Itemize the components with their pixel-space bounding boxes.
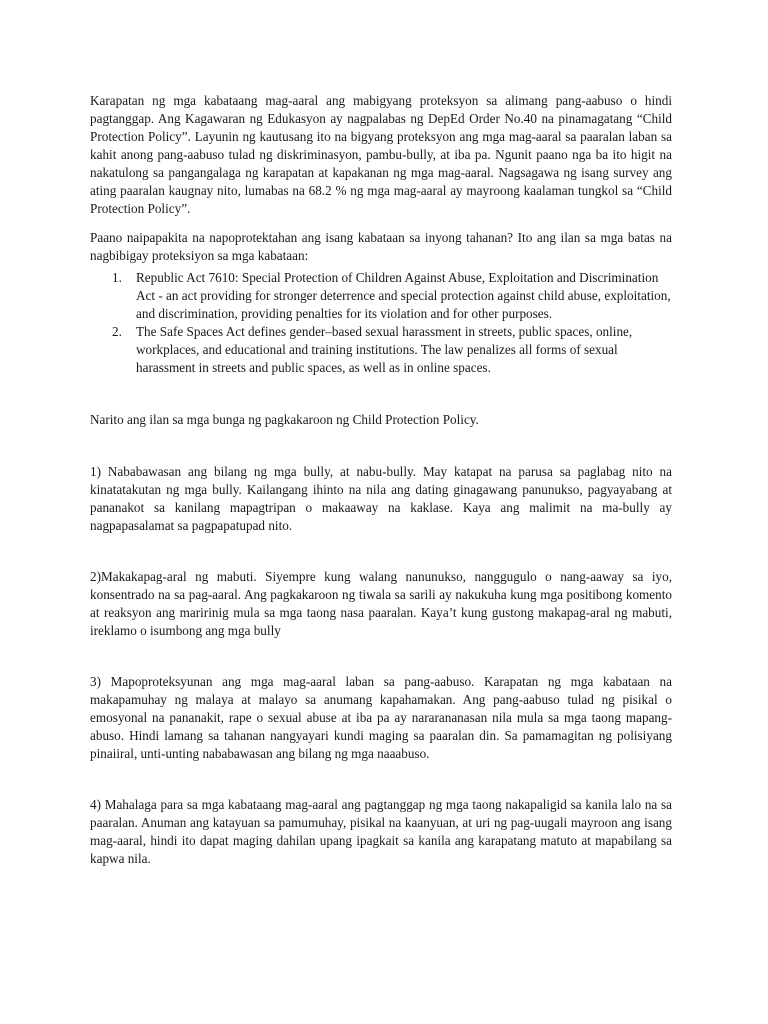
effect-paragraph-4: 4) Mahalaga para sa mga kabataang mag-aaral ang pagtanggap ng mga taong nakapaligid sa kanila lalo na sa paaralan. Anuman ang katayuan sa pamumuhay, pisikal na kaanyuan, at uri ng pag-uugali mayroon ang isang mag-aaral, hindi ito dapat maging dahilan upang ipagkait sa kanila ang karapatang matuto at mapabilang sa kapwa nila. <box>90 797 672 866</box>
laws-list <box>90 269 672 377</box>
list-item-text: Republic Act 7610: Special Protection of Children Against Abuse, Exploitation and Discrimination Act - an act providing for stronger deterrence and special protection against child abuse, exploitation, and discrimination, providing penalties for its violation and for other purposes. <box>136 270 671 321</box>
list-item <box>90 323 672 377</box>
document-body <box>90 92 672 901</box>
effect-paragraph-3: 3) Mapoproteksyunan ang mga mag-aaral laban sa pang-aabuso. Karapatan ng mga kabataan na makapamuhay ng malaya at malayo sa anumang kapahamakan. Ang pang-aabuso tulad ng pisikal o emosyonal na pananakit, rape o sexual abuse at iba pa ay nararananasan nila mula sa mga taong mapang-abuso. Hindi lamang sa tahanan nangyayari kundi maging sa paaralan din. Sa pamamagitan ng polisiyang pinaiiral, unti-unting nababawasan ang bilang ng mga naaabuso. <box>90 674 672 761</box>
effect-paragraph-1: 1) Nababawasan ang bilang ng mga bully, at nabu-bully. May katapat na parusa sa paglabag nito na kinatatakutan ng mga bully. Kailangang ihinto na nila ang dating ginagawang panunukso, pagyayabang at pananakot sa kanilang mapagtripan o makaaway na kaklase. Kaya ang malimit na ma-bully ay nagpapasalamat sa pagpapatupad nito. <box>90 464 672 533</box>
effect-paragraph-2: 2)Makakapag-aral ng mabuti. Siyempre kung walang nanunukso, nanggugulo o nang-aaway sa iyo, konsentrado na sa pag-aaral. Ang pagkakaroon ng tiwala sa sarili ay nakukuha kung mga positibong komento at reaksyon ang maririnig mula sa mga taong nasa paaralan. Kaya’t kung gustong makapag-aral ng mabuti, ireklamo o isumbong ang mga bully <box>90 569 672 638</box>
intro-paragraph: Karapatan ng mga kabataang mag-aaral ang mabigyang proteksyon sa alimang pang-aabuso o hindi pagtanggap. Ang Kagawaran ng Edukasyon ay nagpalabas ng DepEd Order No.40 na pinamagatang “Child Protection Policy”. Layunin ng kautusang ito na bigyang proteksyon ang mga mag-aaral sa paaralan laban sa kahit anong pang-aabuso tulad ng diskriminasyon, pambu-bully, at iba pa. Ngunit paano nga ba ito higit na nakatulong sa pangangalaga ng karapatan at kapakanan ng mga mag-aaral. Nagsagawa ng isang survey ang ating paaralan kaugnay nito, lumabas na 68.2 % ng mga mag-aaral ay mayroong kaalaman tungkol sa “Child Protection Policy”. <box>90 93 672 216</box>
question-paragraph: Paano naipapakita na napoprotektahan ang isang kabataan sa inyong tahanan? Ito ang ilan sa mga batas na nagbibigay proteksiyon sa mga kabataan: <box>90 230 672 263</box>
list-item-number: 1. <box>112 270 122 285</box>
spacer <box>90 377 672 411</box>
list-item-number: 2. <box>112 324 122 339</box>
list-item <box>90 269 672 323</box>
effects-intro: Narito ang ilan sa mga bunga ng pagkakaroon ng Child Protection Policy. <box>90 412 479 427</box>
list-item-text: The Safe Spaces Act defines gender–based sexual harassment in streets, public spaces, online, workplaces, and educational and training institutions. The law penalizes all forms of sexual harassment in streets and public spaces, as well as in online spaces. <box>136 324 633 375</box>
